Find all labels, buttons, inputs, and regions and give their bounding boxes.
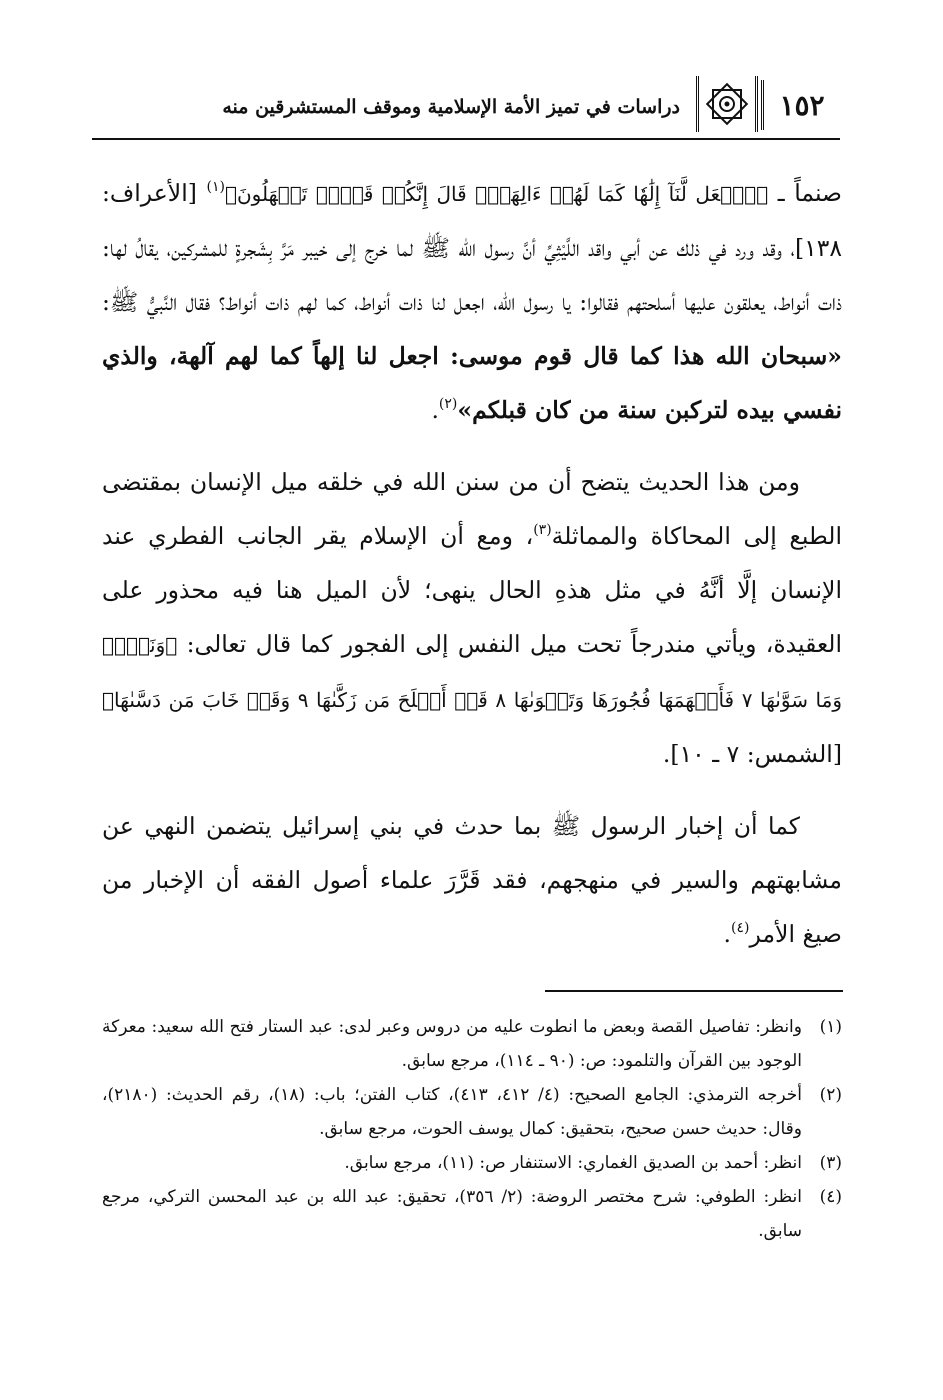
footnote-text: انظر: أحمد بن الصديق الغماري: الاستنفار ص: (١١)، مرجع سابق. bbox=[344, 1153, 802, 1173]
footnote-3 bbox=[102, 1146, 842, 1180]
p1-end: . bbox=[431, 396, 439, 424]
footnote-ref-2: (٢) bbox=[438, 396, 458, 412]
footnote-text: أخرجه الترمذي: الجامع الصحيح: (٤/ ٤١٢، ٤١٣)، كتاب الفتن؛ باب: (١٨)، رقم الحديث: (٢١٨٠)، وقال: حديث حسن صحيح، بتحقيق: كمال يوسف الحوت، مرجع سابق. bbox=[102, 1085, 802, 1139]
footnote-number: (٤) bbox=[819, 1187, 842, 1207]
footnote-number: (٣) bbox=[819, 1153, 842, 1173]
footnote-ref-3: (٣) bbox=[533, 522, 552, 538]
p2-text: ، ومع أن الإسلام يقر الجانب الفطري عند الإنسان إلَّا أنَّهُ في مثل هذهِ الحال ينهى؛ لأن الميل هنا فيه محذور على العقيدة، ويأتي مندرجاً تحت ميل النفس إلى الفجور كما قال تعالى: bbox=[102, 522, 842, 658]
page-header bbox=[92, 70, 840, 140]
p3-end: . bbox=[723, 920, 732, 948]
footnote-number: (١) bbox=[819, 1017, 842, 1037]
quran-verse-shams: ﴿وَنَفۡسٖ وَمَا سَوَّىٰهَا ٧ فَأَلۡهَمَهَا فُجُورَهَا وَتَقۡوَىٰهَا ٨ قَدۡ أَفۡلَحَ مَن زَكَّىٰهَا ٩ وَقَدۡ خَابَ مَن دَسَّىٰهَا﴾ bbox=[102, 633, 842, 712]
header-rule bbox=[92, 138, 840, 140]
hadith-quote: «سبحان الله هذا كما قال قوم موسى: اجعل لنا إلهاً كما لهم آلهة، والذي نفسي بيده لتركبن سنة من كان قبلكم» bbox=[102, 342, 842, 424]
footnote-ref-1: (١) bbox=[206, 179, 225, 195]
paragraph-3 bbox=[102, 799, 842, 961]
running-title: دراسات في تميز الأمة الإسلامية وموقف المستشرقين منه bbox=[222, 96, 680, 118]
p3-text: كما أن إخبار الرسول ﷺ بما حدث في بني إسرائيل يتضمن النهي عن مشابهتهم والسير في منهجهم، فقد قَرَّرَ علماء أصول الفقه أن الإخبار من صيغ الأمر bbox=[102, 812, 842, 948]
paragraph-2 bbox=[102, 455, 842, 781]
footnote-text: انظر: الطوفي: شرح مختصر الروضة: (٢/ ٣٥٦)، تحقيق: عبد الله بن عبد المحسن التركي، مرجع سابق. bbox=[102, 1187, 802, 1241]
footnote-2 bbox=[102, 1078, 842, 1146]
footnote-ref-4: (٤) bbox=[731, 920, 750, 936]
p2-start: ومن هذا الحديث يتضح أن من سنن الله في خلقه ميل الإنسان بمقتضى الطبع إلى المحاكاة والمماثلة bbox=[102, 468, 842, 550]
footnote-4 bbox=[102, 1180, 842, 1248]
footnote-number: (٢) bbox=[819, 1085, 842, 1105]
footnote-text: وانظر: تفاصيل القصة وبعض ما انطوت عليه من دروس وعبر لدى: عبد الستار فتح الله سعيد: معركة الوجود بين القرآن والتلمود: ص: (٩٠ ـ ١١٤)، مرجع سابق. bbox=[102, 1017, 802, 1071]
paragraph-1 bbox=[102, 166, 842, 437]
quran-verse-araf: ﴿ٱجۡعَل لَّنَآ إِلَٰهٗا كَمَا لَهُمۡ ءَالِهَةٞۚ قَالَ إِنَّكُمۡ قَوۡمٞ تَجۡهَلُونَ﴾ bbox=[224, 182, 769, 206]
footnote-separator bbox=[545, 990, 843, 992]
p2-citation: [الشمس: ٧ ـ ١٠]. bbox=[662, 740, 842, 768]
footnote-1 bbox=[102, 1010, 842, 1078]
p1-text: [الأعراف: ١٣٨]، وقد ورد في ذلك عن أبي واقد اللَّيْثِيِّ أنَّ رسول الله ﷺ لما خرج إلى خيبر مَرَّ بِشَجرةٍ للمشركين، يقالُ لها: ذات أنواط، يعلقون عليها أسلحتهم فقالوا: يا رسول الله، اجعل لنا ذات أنواط، كما لهم ذات أنواط؟ فقال النَّبيُّ ﷺ: bbox=[102, 179, 842, 316]
p1-start: صنماً ـ bbox=[768, 179, 842, 207]
octagram-ornament-icon bbox=[696, 76, 758, 132]
page-number: ١٥٢ bbox=[761, 80, 840, 130]
footnotes bbox=[102, 1010, 842, 1248]
main-text bbox=[102, 166, 842, 961]
